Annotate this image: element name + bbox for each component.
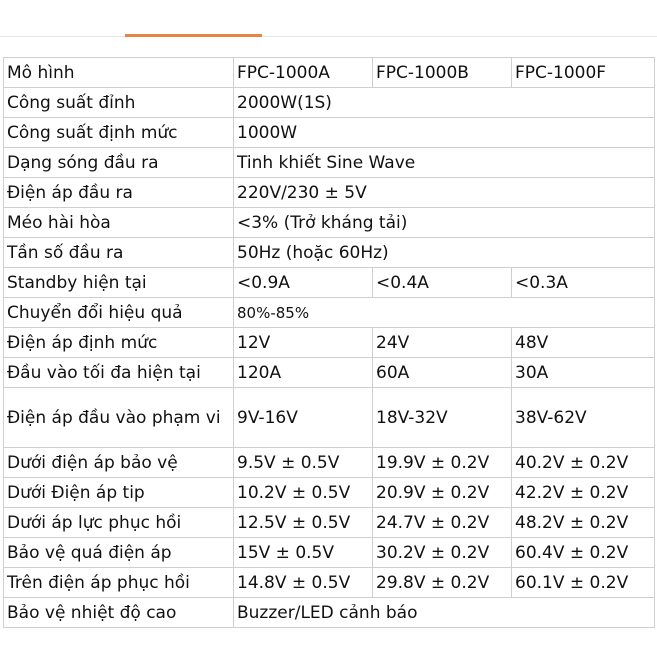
model-a-cell: 15V ± 0.5V [234,538,373,568]
row-label: Trên điện áp phục hồi [4,568,234,598]
row-value: Buzzer/LED cảnh báo [234,598,655,628]
model-f-cell: 30A [512,358,655,388]
row-value: 80%-85% [234,298,655,328]
table-row-rated-voltage [4,328,655,358]
table-row-efficiency [4,298,655,328]
row-value: <3% (Trở kháng tải) [234,208,655,238]
model-a-cell: 120A [234,358,373,388]
row-value: 220V/230 ± 5V [234,178,655,208]
row-label: Bảo vệ quá điện áp [4,538,234,568]
spec-table [3,57,655,628]
table-row-undervoltage-alarm [4,478,655,508]
model-f-cell: 48V [512,328,655,358]
row-label: Đầu vào tối đa hiện tại [4,358,234,388]
model-a-cell: 10.2V ± 0.5V [234,478,373,508]
table-row-output-voltage [4,178,655,208]
model-a-cell: 12V [234,328,373,358]
model-f-cell: 38V-62V [512,388,655,448]
table-row-undervoltage-protection [4,448,655,478]
model-b-cell: FPC-1000B [373,58,512,88]
model-f-cell: 42.2V ± 0.2V [512,478,655,508]
row-label: Tần số đầu ra [4,238,234,268]
row-label: Điện áp đầu vào phạm vi [4,388,234,448]
table-row-undervoltage-recovery [4,508,655,538]
row-label: Công suất định mức [4,118,234,148]
model-b-cell: 30.2V ± 0.2V [373,538,512,568]
row-label: Bảo vệ nhiệt độ cao [4,598,234,628]
model-b-cell: 20.9V ± 0.2V [373,478,512,508]
table-row-overvoltage-protection [4,538,655,568]
row-label: Dạng sóng đầu ra [4,148,234,178]
row-label: Dưới áp lực phục hồi [4,508,234,538]
row-label: Điện áp định mức [4,328,234,358]
table-row-thd [4,208,655,238]
model-f-cell: FPC-1000F [512,58,655,88]
model-b-cell: <0.4A [373,268,512,298]
model-f-cell: 40.2V ± 0.2V [512,448,655,478]
row-label: Điện áp đầu ra [4,178,234,208]
model-f-cell: 60.1V ± 0.2V [512,568,655,598]
model-a-cell: FPC-1000A [234,58,373,88]
model-b-cell: 29.8V ± 0.2V [373,568,512,598]
table-row-rated-power [4,118,655,148]
model-b-cell: 24V [373,328,512,358]
model-b-cell: 18V-32V [373,388,512,448]
model-f-cell: <0.3A [512,268,655,298]
table-row-peak-power [4,88,655,118]
model-a-cell: 9.5V ± 0.5V [234,448,373,478]
table-row-overvoltage-recovery [4,568,655,598]
model-a-cell: 12.5V ± 0.5V [234,508,373,538]
row-label: Méo hài hòa [4,208,234,238]
top-divider [0,36,657,37]
model-b-cell: 60A [373,358,512,388]
row-value: 50Hz (hoặc 60Hz) [234,238,655,268]
table-row-output-frequency [4,238,655,268]
model-f-cell: 48.2V ± 0.2V [512,508,655,538]
table-row-high-temp-protection [4,598,655,628]
row-label: Mô hình [4,58,234,88]
row-label: Standby hiện tại [4,268,234,298]
model-a-cell: <0.9A [234,268,373,298]
active-tab-indicator [125,34,262,37]
row-label: Công suất đỉnh [4,88,234,118]
row-label: Dưới Điện áp tip [4,478,234,508]
table-row-input-voltage-range [4,388,655,448]
model-a-cell: 14.8V ± 0.5V [234,568,373,598]
row-value: 2000W(1S) [234,88,655,118]
table-row-max-input-current [4,358,655,388]
table-row-model [4,58,655,88]
row-value: Tinh khiết Sine Wave [234,148,655,178]
model-b-cell: 19.9V ± 0.2V [373,448,512,478]
model-f-cell: 60.4V ± 0.2V [512,538,655,568]
row-label: Chuyển đổi hiệu quả [4,298,234,328]
row-label: Dưới điện áp bảo vệ [4,448,234,478]
model-a-cell: 9V-16V [234,388,373,448]
model-b-cell: 24.7V ± 0.2V [373,508,512,538]
row-value: 1000W [234,118,655,148]
table-row-standby-current [4,268,655,298]
table-row-waveform [4,148,655,178]
